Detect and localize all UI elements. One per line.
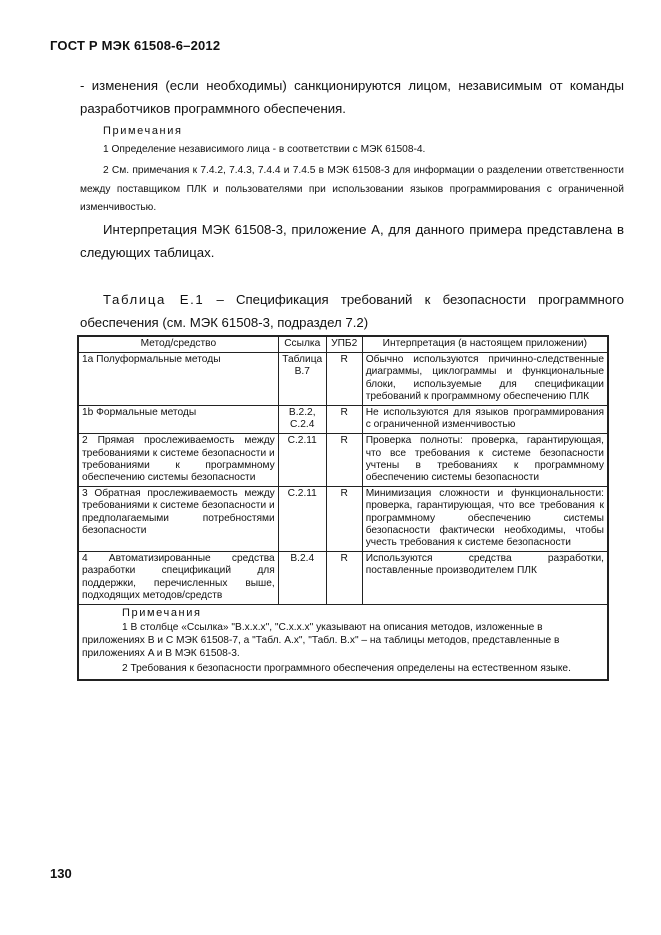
table-caption-text: – Спецификация требований к безопасности программного обеспечения (см. МЭК 61508-3, подраздел 7.2)	[80, 292, 625, 330]
table-row	[78, 353, 608, 406]
note-2: 2 См. примечания к 7.4.2, 7.4.3, 7.4.4 и 7.4.5 в МЭК 61508-3 для информации о разделении ответственности между поставщиком ПЛК и пользователями при использовании языков программирования с ограниченной изменчивостью.	[80, 165, 624, 213]
cell-sil: R	[326, 487, 362, 552]
cell-interp: Минимизация сложности и функциональности: проверка, гарантирующая, что все требования к программному обеспечению системы безопасности фактически необходимы, чтобы учесть требования к системе безопасности	[362, 487, 608, 552]
table-row	[78, 406, 608, 434]
cell-ref: C.2.11	[278, 487, 326, 552]
table-row	[78, 487, 608, 552]
cell-interp: Используются средства разработки, поставленные производителем ПЛК	[362, 552, 608, 605]
table-notes-title: Примечания	[122, 607, 202, 620]
cell-sil: R	[326, 353, 362, 406]
note-1: 1 Определение независимого лица - в соответствии с МЭК 61508-4.	[103, 144, 426, 155]
table-note-1: 1 В столбце «Ссылка» "B.x.x.x", "C.x.x.x" указывают на описания методов, изложенные в приложениях B и C МЭК 61508-7, а "Табл. A.x", "Табл. B.x" – на таблицы методов, представленные в приложениях A и B МЭК 61508-3.	[82, 622, 560, 660]
cell-method: 1b Формальные методы	[78, 406, 278, 434]
col-header-ref: Ссылка	[278, 336, 326, 353]
cell-sil: R	[326, 552, 362, 605]
cell-ref: C.2.11	[278, 434, 326, 487]
cell-ref: Таблица B.7	[278, 353, 326, 406]
cell-sil: R	[326, 406, 362, 434]
cell-interp: Обычно используются причинно-следственные диаграммы, циклограммы и функциональные блоки, используемые для спецификации требований к программному обеспечению ПЛК	[362, 353, 608, 406]
cell-ref: B.2.4	[278, 552, 326, 605]
table-caption-label: Таблица Е.1	[103, 292, 205, 307]
cell-ref: B.2.2, C.2.4	[278, 406, 326, 434]
requirements-table	[77, 335, 609, 681]
cell-interp: Проверка полноты: проверка, гарантирующая, что все требования к системе безопасности учтены в требованиях к программному обеспечению системы безопасности	[362, 434, 608, 487]
paragraph-interpretation: Интерпретация МЭК 61508-3, приложение А, для данного примера представлена в следующих таблицах.	[80, 222, 624, 260]
paragraph-independence: - изменения (если необходимы) санкционируются лицом, независимым от команды разработчиков программного обеспечения.	[80, 78, 624, 116]
table-notes-cell	[78, 605, 608, 681]
document-header: ГОСТ Р МЭК 61508-6–2012	[50, 38, 221, 53]
cell-method: 2 Прямая прослеживаемость между требованиями к системе безопасности и требованиями к программному обеспечению системы безопасности	[78, 434, 278, 487]
table-notes-row	[78, 605, 608, 681]
table-note-2: 2 Требования к безопасности программного обеспечения определены на естественном языке.	[122, 663, 571, 675]
table-row	[78, 434, 608, 487]
col-header-sil: УПБ2	[326, 336, 362, 353]
page-number: 130	[50, 866, 72, 881]
table-header-row	[78, 336, 608, 353]
cell-method: 1a Полуформальные методы	[78, 353, 278, 406]
notes-title: Примечания	[103, 125, 183, 137]
cell-method: 3 Обратная прослеживаемость между требованиями к системе безопасности и предполагаемыми потребностями безопасности	[78, 487, 278, 552]
cell-method: 4 Автоматизированные средства разработки спецификаций для поддержки, перечисленных выше, подходящих методов/средств	[78, 552, 278, 605]
cell-sil: R	[326, 434, 362, 487]
table-caption	[80, 288, 624, 334]
cell-interp: Не используются для языков программирования с ограниченной изменчивостью	[362, 406, 608, 434]
col-header-method: Метод/средство	[78, 336, 278, 353]
table-row	[78, 552, 608, 605]
col-header-interp: Интерпретация (в настоящем приложении)	[362, 336, 608, 353]
